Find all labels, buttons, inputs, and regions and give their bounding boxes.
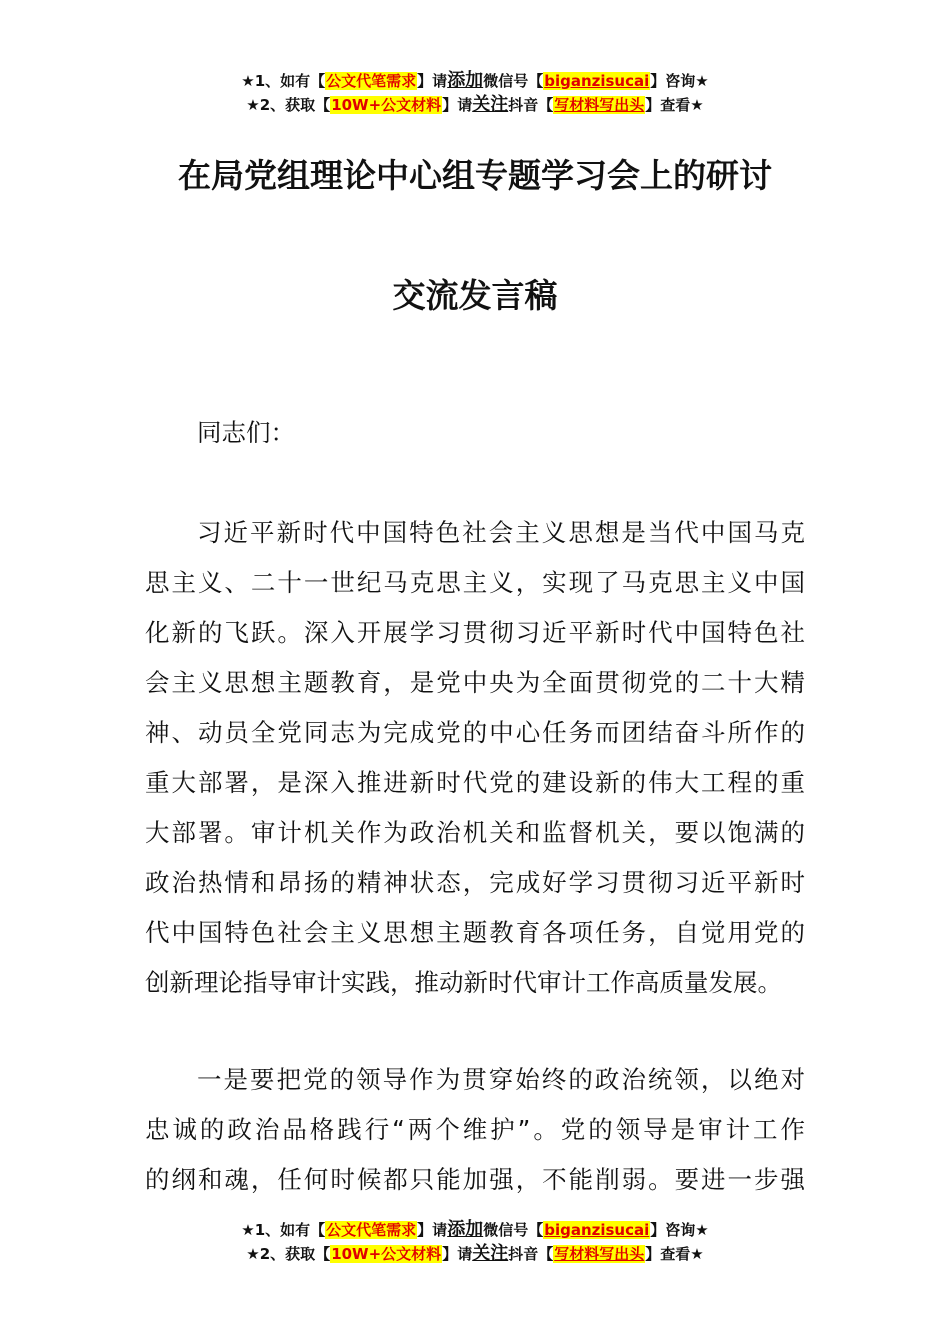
promo-wechat-id: biganzisucai [544,72,650,90]
promo-text: 抖音【 [508,1245,554,1263]
text-line: 忠诚的政治品格践行“两个维护”。党的领导是审计工作 [145,1115,805,1144]
text-line: 一是要把党的领导作为贯穿始终的政治统领，以绝对 [197,1065,805,1094]
paragraph-1 [145,508,805,1008]
promo-douyin-id: 写材料写出头 [554,96,645,114]
promo-line-2 [0,93,950,117]
promo-emphasis: 添加 [447,1219,484,1240]
text-line: 政治热情和昂扬的精神状态，完成好学习贯彻习近平新时 [145,868,805,897]
promo-text: 】请 [442,1245,473,1263]
promo-highlight: 10W+公文材料 [331,1245,442,1263]
promo-text: ★1、如有【 [241,72,326,90]
promo-text: 微信号【 [483,72,544,90]
promo-text: 】咨询★ [650,1221,709,1239]
promo-line-1 [0,69,950,93]
text-line: 重大部署，是深入推进新时代党的建设新的伟大工程的重 [145,768,805,797]
promo-text: ★2、获取【 [246,1245,331,1263]
promo-emphasis: 添加 [447,70,484,91]
salutation [145,408,805,458]
text-line: 思主义、二十一世纪马克思主义，实现了马克思主义中国 [145,568,805,597]
promo-footer [0,1218,950,1266]
text-line: 习近平新时代中国特色社会主义思想是当代中国马克 [197,518,805,547]
promo-text: ★1、如有【 [241,1221,326,1239]
doc-title-line-1: 在局党组理论中心组专题学习会上的研讨 [178,156,772,195]
text-line: 化新的飞跃。深入开展学习贯彻习近平新时代中国特色社 [145,618,805,647]
promo-text: 微信号【 [483,1221,544,1239]
promo-text: 】请 [442,96,473,114]
promo-text: 】查看★ [645,1245,704,1263]
promo-text: ★2、获取【 [246,96,331,114]
promo-wechat-id: biganzisucai [544,1221,650,1239]
text-line: 神、动员全党同志为完成党的中心任务而团结奋斗所作的 [145,718,805,747]
promo-highlight: 公文代笔需求 [326,1221,417,1239]
promo-text: 】请 [417,72,448,90]
promo-emphasis: 关注 [472,94,509,115]
paragraph-2 [145,1055,805,1205]
promo-emphasis: 关注 [472,1243,509,1264]
promo-douyin-id: 写材料写出头 [554,1245,645,1263]
salutation-text: 同志们： [197,418,295,447]
promo-text: 】请 [417,1221,448,1239]
promo-line-2 [0,1242,950,1266]
doc-title-line-2: 交流发言稿 [392,276,558,315]
promo-text: 抖音【 [508,96,554,114]
promo-highlight: 公文代笔需求 [326,72,417,90]
promo-text: 】查看★ [645,96,704,114]
promo-text: 】咨询★ [650,72,709,90]
text-line: 创新理论指导审计实践，推动新时代审计工作高质量发展。 [145,968,782,997]
text-line: 的纲和魂，任何时候都只能加强，不能削弱。要进一步强 [145,1165,805,1194]
text-line: 大部署。审计机关作为政治机关和监督机关，要以饱满的 [145,818,805,847]
promo-line-1 [0,1218,950,1242]
promo-header [0,69,950,117]
promo-highlight: 10W+公文材料 [331,96,442,114]
text-line: 代中国特色社会主义思想主题教育各项任务，自觉用党的 [145,918,805,947]
text-line: 会主义思想主题教育，是党中央为全面贯彻党的二十大精 [145,668,805,697]
